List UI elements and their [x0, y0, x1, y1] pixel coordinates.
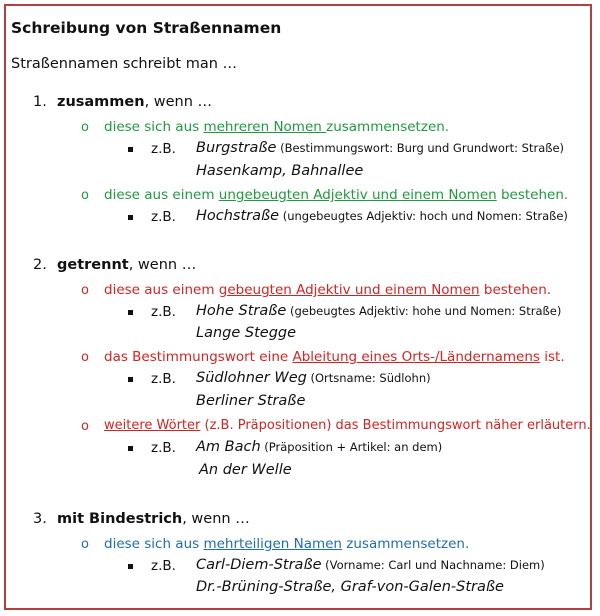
- example-bullet: [128, 377, 133, 382]
- section-number: 2.: [33, 257, 47, 273]
- example-street: Carl-Diem-Straße (Vorname: Carl und Nachname: Diem): [196, 557, 545, 573]
- example-label: z.B.: [151, 558, 176, 574]
- section-heading: mit Bindestrich, wenn …: [57, 511, 250, 527]
- rule-bullet: o: [81, 283, 89, 298]
- example-label: z.B.: [151, 209, 176, 225]
- example-label: z.B.: [151, 440, 176, 456]
- example-bullet: [128, 310, 133, 315]
- example-label: z.B.: [151, 141, 176, 157]
- section-number: 3.: [33, 511, 47, 527]
- section-number: 1.: [33, 94, 47, 110]
- example-bullet: [128, 446, 133, 451]
- example-bullet: [128, 215, 133, 220]
- example-street: Südlohner Weg (Ortsname: Südlohn): [196, 370, 431, 386]
- section-heading: getrennt, wenn …: [57, 257, 197, 273]
- example-more: Dr.-Brüning-Straße, Graf-von-Galen-Straße: [196, 579, 504, 595]
- example-label: z.B.: [151, 304, 176, 320]
- rule-bullet: o: [81, 537, 89, 552]
- rule-text: das Bestimmungswort eine Ableitung eines Orts-/Ländernamens ist.: [104, 349, 565, 365]
- example-street: Burgstraße (Bestimmungswort: Burg und Grundwort: Straße): [196, 140, 565, 156]
- example-bullet: [128, 564, 133, 569]
- rule-text: diese sich aus mehrteiligen Namen zusammensetzen.: [104, 536, 470, 552]
- section-heading: zusammen, wenn …: [57, 94, 213, 110]
- example-bullet: [128, 147, 133, 152]
- example-more: An der Welle: [199, 462, 292, 478]
- example-street: Am Bach (Präposition + Artikel: an dem): [196, 439, 443, 455]
- rule-bullet: o: [81, 120, 89, 135]
- intro-text: Straßennamen schreibt man …: [11, 56, 238, 72]
- example-label: z.B.: [151, 371, 176, 387]
- example-street: Hohe Straße (gebeugtes Adjektiv: hohe und Nomen: Straße): [196, 303, 562, 319]
- rule-text: diese aus einem gebeugten Adjektiv und einem Nomen bestehen.: [104, 282, 552, 298]
- rule-bullet: o: [81, 350, 89, 365]
- example-more: Hasenkamp, Bahnallee: [196, 163, 364, 179]
- rule-text: diese aus einem ungebeugten Adjektiv und einem Nomen bestehen.: [104, 187, 569, 203]
- example-more: Lange Stegge: [196, 325, 297, 341]
- example-street: Hochstraße (ungebeugtes Adjektiv: hoch und Nomen: Straße): [196, 208, 568, 224]
- page-title: Schreibung von Straßennamen: [11, 19, 282, 37]
- rule-text: diese sich aus mehreren Nomen zusammensetzen.: [104, 119, 450, 135]
- rule-bullet: o: [81, 419, 89, 434]
- example-more: Berliner Straße: [196, 393, 306, 409]
- rule-text: weitere Wörter (z.B. Präpositionen) das Bestimmungswort näher erläutern.: [104, 418, 591, 433]
- rule-bullet: o: [81, 188, 89, 203]
